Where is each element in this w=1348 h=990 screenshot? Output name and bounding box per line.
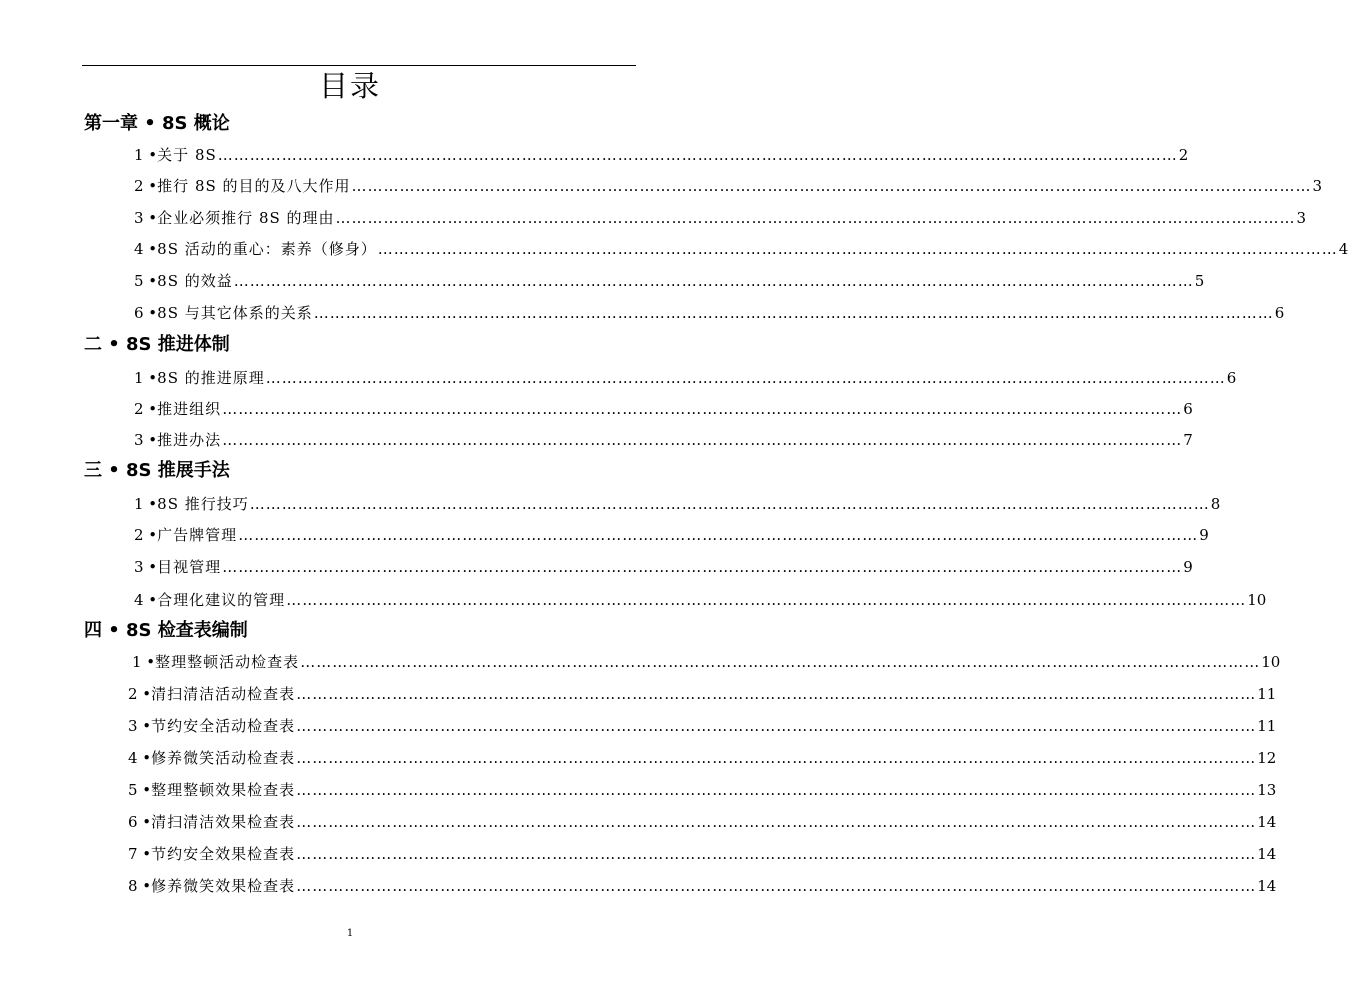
entry-title: 推进组织	[157, 400, 222, 418]
toc-entry[interactable]	[128, 778, 1277, 802]
entry-number: 1 •	[134, 146, 158, 164]
entry-page: 9	[1183, 558, 1193, 576]
entry-title: 8S 推行技巧	[157, 495, 249, 513]
entry-title: 清扫清洁效果检查表	[151, 813, 296, 831]
dot-leader: ………………………………………………………………………………………………………………………………………………………………	[249, 495, 1210, 513]
entry-title: 整理整顿活动检查表	[155, 653, 300, 671]
entry-number: 1 •	[134, 495, 158, 513]
entry-page: 14	[1257, 813, 1277, 831]
chapter-heading: 四 • 8S 检查表编制	[84, 620, 248, 641]
entry-title: 8S 的推进原理	[157, 369, 265, 387]
entry-page: 2	[1178, 146, 1189, 164]
toc-entry[interactable]	[134, 492, 1221, 516]
entry-page: 13	[1257, 781, 1277, 799]
dot-leader: ………………………………………………………………………………………………………………………………………………………………	[286, 591, 1247, 609]
entry-title: 节约安全效果检查表	[151, 845, 296, 863]
toc-entry[interactable]	[128, 746, 1277, 770]
dot-leader: ………………………………………………………………………………………………………………………………………………………………	[296, 845, 1257, 863]
toc-entry[interactable]	[128, 842, 1277, 866]
dot-leader: ………………………………………………………………………………………………………………………………………………………………	[296, 717, 1257, 735]
dot-leader: ………………………………………………………………………………………………………………………………………………………………	[222, 431, 1183, 449]
entry-number: 4 •	[128, 749, 152, 767]
entry-title: 8S 活动的重心：素养（修身）	[157, 240, 377, 258]
entry-title: 合理化建议的管理	[157, 591, 286, 609]
toc-entry[interactable]	[134, 588, 1267, 612]
entry-number: 6 •	[128, 813, 152, 831]
entry-number: 4 •	[134, 240, 158, 258]
entry-number: 1 •	[134, 369, 158, 387]
dot-leader: ………………………………………………………………………………………………………………………………………………………………	[296, 813, 1257, 831]
entry-number: 5 •	[134, 272, 158, 290]
toc-entry[interactable]	[134, 428, 1193, 452]
page-title: 目录	[318, 69, 381, 103]
page-number: 1	[346, 928, 354, 939]
toc-entry[interactable]	[128, 714, 1277, 738]
dot-leader: ………………………………………………………………………………………………………………………………………………………………	[313, 304, 1274, 322]
toc-entry[interactable]	[134, 397, 1193, 421]
entry-title: 8S 的效益	[157, 272, 233, 290]
dot-leader: ………………………………………………………………………………………………………………………………………………………………	[222, 558, 1183, 576]
entry-page: 14	[1257, 845, 1277, 863]
toc-entry[interactable]	[128, 810, 1277, 834]
entry-page: 6	[1274, 304, 1285, 322]
dot-leader: ………………………………………………………………………………………………………………………………………………………………	[222, 400, 1183, 418]
entry-page: 5	[1194, 272, 1205, 290]
entry-page: 9	[1199, 526, 1209, 544]
entry-number: 3 •	[134, 209, 158, 227]
entry-number: 2 •	[128, 685, 152, 703]
dot-leader: ………………………………………………………………………………………………………………………………………………………………	[377, 240, 1338, 258]
entry-page: 6	[1183, 400, 1193, 418]
entry-number: 8 •	[128, 877, 152, 895]
toc-entry[interactable]	[134, 269, 1205, 293]
toc-entry[interactable]	[134, 366, 1237, 390]
entry-page: 8	[1210, 495, 1221, 513]
toc-entry[interactable]	[134, 206, 1307, 230]
dot-leader: ………………………………………………………………………………………………………………………………………………………………	[296, 685, 1257, 703]
entry-number: 7 •	[128, 845, 152, 863]
toc-entry[interactable]	[128, 682, 1277, 706]
entry-number: 3 •	[128, 717, 152, 735]
dot-leader: ………………………………………………………………………………………………………………………………………………………………	[300, 653, 1261, 671]
entry-page: 3	[1312, 177, 1323, 195]
entry-page: 10	[1247, 591, 1267, 609]
entry-title: 推行 8S 的目的及八大作用	[157, 177, 351, 195]
toc-entry[interactable]	[134, 237, 1348, 261]
chapter-heading: 二 • 8S 推进体制	[84, 334, 230, 355]
entry-number: 5 •	[128, 781, 152, 799]
dot-leader: ………………………………………………………………………………………………………………………………………………………………	[233, 272, 1194, 290]
entry-page: 3	[1296, 209, 1307, 227]
toc-entry[interactable]	[134, 301, 1285, 325]
entry-page: 10	[1261, 653, 1281, 671]
entry-title: 整理整顿效果检查表	[151, 781, 296, 799]
entry-number: 2 •	[134, 177, 158, 195]
entry-number: 4 •	[134, 591, 158, 609]
dot-leader: ………………………………………………………………………………………………………………………………………………………………	[265, 369, 1226, 387]
entry-title: 广告牌管理	[157, 526, 238, 544]
entry-number: 6 •	[134, 304, 158, 322]
dot-leader: ………………………………………………………………………………………………………………………………………………………………	[217, 146, 1178, 164]
toc-entry[interactable]	[134, 174, 1323, 198]
entry-title: 企业必须推行 8S 的理由	[157, 209, 335, 227]
dot-leader: ………………………………………………………………………………………………………………………………………………………………	[296, 749, 1257, 767]
entry-page: 11	[1257, 685, 1277, 703]
entry-page: 7	[1183, 431, 1193, 449]
entry-number: 2 •	[134, 400, 158, 418]
entry-title: 关于 8S	[157, 146, 217, 164]
toc-entry[interactable]	[134, 555, 1193, 579]
dot-leader: ………………………………………………………………………………………………………………………………………………………………	[296, 877, 1257, 895]
entry-page: 4	[1338, 240, 1348, 258]
entry-title: 8S 与其它体系的关系	[157, 304, 313, 322]
entry-title: 节约安全活动检查表	[151, 717, 296, 735]
entry-number: 2 •	[134, 526, 158, 544]
toc-entry[interactable]	[132, 650, 1281, 674]
entry-title: 目视管理	[157, 558, 222, 576]
toc-entry[interactable]	[128, 874, 1277, 898]
entry-number: 3 •	[134, 558, 158, 576]
dot-leader: ………………………………………………………………………………………………………………………………………………………………	[351, 177, 1312, 195]
entry-page: 6	[1226, 369, 1237, 387]
toc-entry[interactable]	[134, 143, 1189, 167]
entry-page: 11	[1257, 717, 1277, 735]
dot-leader: ………………………………………………………………………………………………………………………………………………………………	[238, 526, 1199, 544]
entry-title: 修养微笑效果检查表	[151, 877, 296, 895]
chapter-heading: 三 • 8S 推展手法	[84, 460, 230, 481]
chapter-heading: 第一章 • 8S 概论	[84, 113, 230, 134]
entry-title: 推进办法	[157, 431, 222, 449]
entry-title: 修养微笑活动检查表	[151, 749, 296, 767]
toc-entry[interactable]	[134, 523, 1209, 547]
entry-page: 14	[1257, 877, 1277, 895]
dot-leader: ………………………………………………………………………………………………………………………………………………………………	[335, 209, 1296, 227]
entry-number: 1 •	[132, 653, 156, 671]
dot-leader: ………………………………………………………………………………………………………………………………………………………………	[296, 781, 1257, 799]
entry-page: 12	[1257, 749, 1277, 767]
entry-title: 清扫清洁活动检查表	[151, 685, 296, 703]
entry-number: 3 •	[134, 431, 158, 449]
